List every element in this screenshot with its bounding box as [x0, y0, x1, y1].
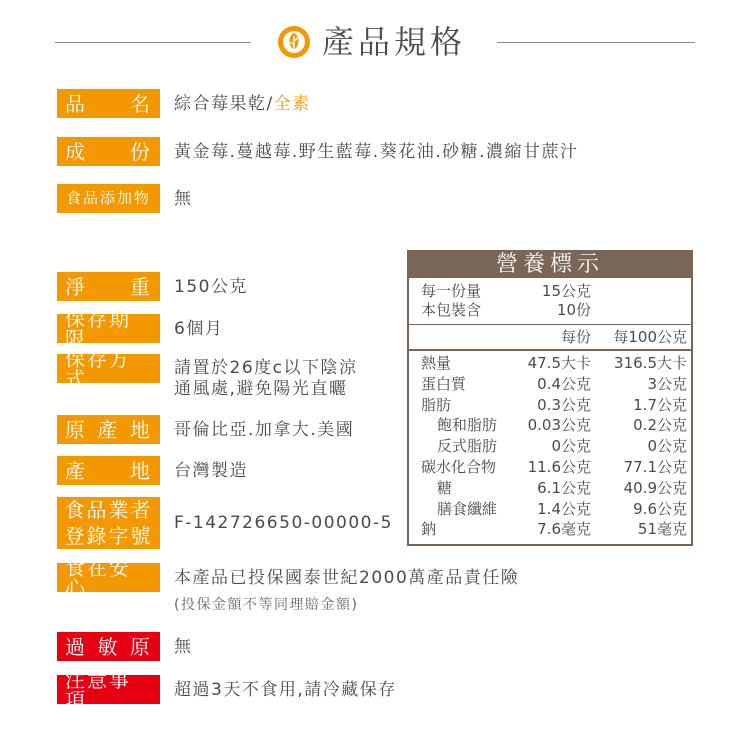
storage-value-line1: 請置於26度c以下陰涼 [174, 358, 358, 378]
nutrient-per-serving: 0.4公克 [537, 374, 591, 393]
nutrient-name: 蛋白質 [421, 374, 467, 393]
ingredients-label: 成 份 [57, 137, 160, 166]
nutrient-per-100g: 316.5大卡 [614, 354, 687, 372]
nutrient-per-100g: 77.1公克 [623, 458, 687, 476]
origin-label: 原 產 地 [57, 415, 160, 444]
servings-label: 本包裝含 [421, 301, 482, 319]
additives-label: 食品添加物 [57, 184, 160, 213]
col-per-serving: 每份 [560, 328, 591, 346]
shelf-life-label: 保存期限 [57, 314, 160, 343]
nutrient-per-100g: 51毫克 [637, 520, 687, 539]
nutrient-per-100g: 1.7公克 [633, 395, 687, 414]
additives-value: 無 [174, 189, 193, 209]
nutrient-name: 膳食纖維 [437, 499, 498, 518]
nutrient-per-serving: 0.3公克 [537, 395, 591, 414]
insurance-label: 食在安心 [57, 563, 160, 592]
nutrient-per-100g: 0.2公克 [633, 416, 687, 435]
allergen-label: 過 敏 原 [57, 632, 160, 661]
nutrient-per-serving: 0.03公克 [527, 416, 591, 435]
ingredients-value: 黃金莓.蔓越莓.野生藍莓.葵花油.砂糖.濃縮甘蔗汁 [174, 142, 579, 162]
header-rule-right [497, 42, 695, 43]
nutrient-name: 糖 [437, 478, 453, 497]
nutrient-per-serving: 7.6毫克 [537, 520, 591, 539]
nutrient-name: 碳水化合物 [421, 458, 497, 476]
serving-size-value: 15公克 [541, 282, 591, 300]
nutrient-per-100g: 0公克 [647, 437, 687, 456]
nutrient-per-100g: 40.9公克 [623, 478, 687, 497]
nutrient-name: 熱量 [421, 354, 452, 372]
nutrient-per-100g: 9.6公克 [633, 499, 687, 518]
caution-value: 超過3天不食用,請冷藏保存 [174, 680, 397, 700]
name-value: 綜合莓果乾/全素 [174, 94, 311, 114]
weight-label: 淨 重 [57, 272, 160, 301]
vegan-tag: 全素 [273, 94, 311, 114]
origin-value: 哥倫比亞.加拿大.美國 [174, 420, 355, 440]
nutrition-divider [409, 324, 691, 325]
storage-value-line2: 通風處,避免陽光直曬 [174, 379, 348, 399]
made-in-value: 台灣製造 [174, 461, 248, 481]
nutrient-per-serving: 0公克 [551, 437, 591, 456]
nutrient-name: 飽和脂肪 [437, 416, 498, 435]
nutrient-per-serving: 47.5大卡 [527, 354, 591, 372]
nutrient-per-serving: 6.1公克 [537, 478, 591, 497]
servings-value: 10份 [556, 301, 591, 319]
nutrient-per-serving: 1.4公克 [537, 499, 591, 518]
nutrient-name: 脂肪 [421, 395, 452, 414]
weight-value: 150公克 [174, 277, 248, 297]
nutrition-table [407, 250, 693, 546]
nutrition-title: 營養標示 [409, 252, 691, 278]
storage-label: 保存方式 [57, 354, 160, 383]
nutrient-name: 鈉 [421, 520, 437, 539]
nutrient-per-100g: 3公克 [647, 374, 687, 393]
registration-label: 食品業者 登錄字號 [57, 497, 160, 549]
allergen-value: 無 [174, 637, 193, 657]
insurance-note: (投保金額不等同理賠金額) [174, 597, 359, 613]
nutrition-divider-thick [409, 349, 691, 351]
caution-label: 注意事項 [57, 675, 160, 704]
leaf-circle-icon [276, 24, 312, 60]
col-per-100g: 每100公克 [613, 328, 687, 346]
name-label: 品 名 [57, 89, 160, 118]
nutrient-per-serving: 11.6公克 [527, 458, 591, 476]
nutrient-name: 反式脂肪 [437, 437, 498, 456]
page-title: 產品規格 [322, 23, 467, 61]
made-in-label: 產 地 [57, 456, 160, 485]
header-rule-left [55, 42, 251, 43]
insurance-value: 本產品已投保國泰世紀2000萬產品責任險 [174, 568, 520, 588]
registration-value: F-142726650-00000-5 [174, 513, 393, 533]
serving-size-label: 每一份量 [421, 282, 482, 300]
shelf-life-value: 6個月 [174, 319, 224, 339]
